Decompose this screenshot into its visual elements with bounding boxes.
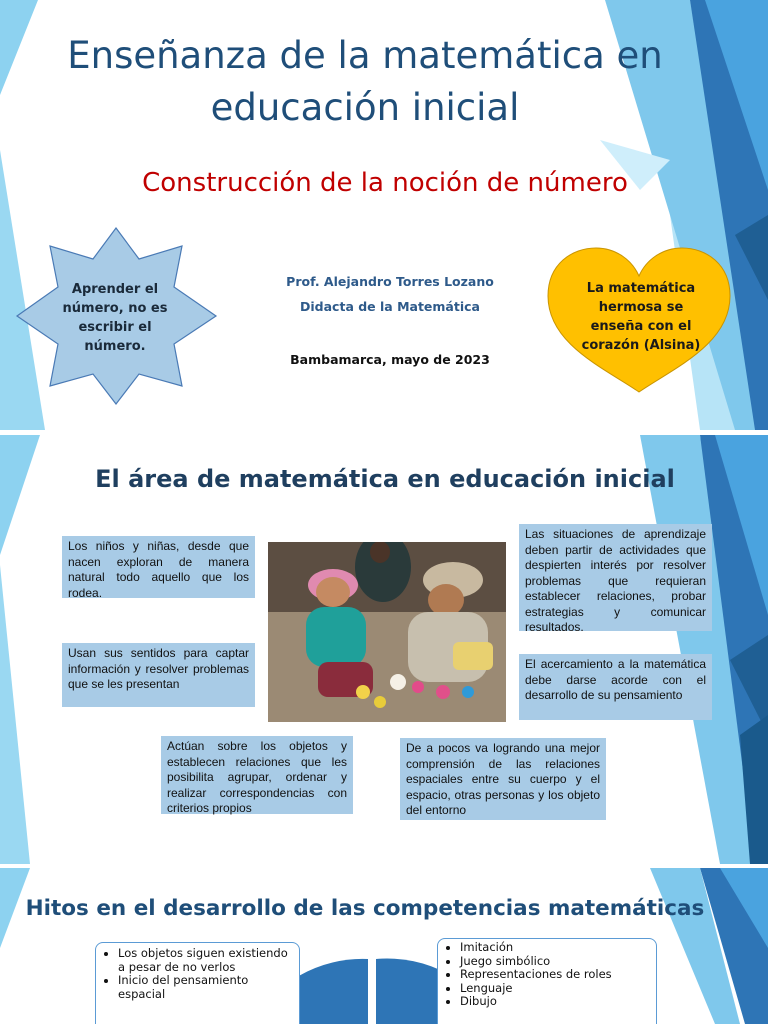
list-item: • Dibujo: [460, 995, 648, 1009]
info-box: Las situaciones de aprendizaje deben partir de actividades que despierten interés por resolver problemas que requieran establecer relaciones, probar estrategias y comunicar resultados.: [519, 524, 712, 631]
slide-title-heading: El área de matemática en educación inicial: [95, 465, 675, 493]
date-place: Bambamarca, mayo de 2023: [290, 352, 490, 367]
author-role: Didacta de la Matemática: [300, 299, 480, 314]
author-name: Prof. Alejandro Torres Lozano: [286, 274, 494, 289]
slide-area-matematica: [0, 435, 768, 864]
milestone-list-right: [437, 938, 657, 1024]
list-item: • Lenguaje: [460, 982, 648, 996]
children-photo: [268, 542, 506, 722]
slide-title-heading: Enseñanza de la matemática en educación inicial: [67, 34, 663, 129]
list-item: • Los objetos siguen existiendo a pesar de no verlos: [118, 947, 291, 974]
info-box: De a pocos va logrando una mejor comprensión de las relaciones espaciales entre su cuerpo y el espacio, otras personas y los objeto del entorno: [400, 738, 606, 820]
info-box: El acercamiento a la matemática debe darse acorde con el desarrollo de su pensamiento: [519, 654, 712, 720]
heart-quote: La matemática hermosa se enseña con el corazón (Alsina): [581, 281, 701, 353]
slide-hitos: [0, 868, 768, 1024]
list-item: • Representaciones de roles: [460, 968, 648, 982]
info-box: Actúan sobre los objetos y establecen relaciones que les posibilita agrupar, ordenar y realizar correspondencias con criterios propios: [161, 736, 353, 814]
list-item: • Inicio del pensamiento espacial: [118, 974, 291, 1001]
list-item: • Imitación: [460, 941, 648, 955]
list-item: • Juego simbólico: [460, 955, 648, 969]
slide-title-heading: Hitos en el desarrollo de las competencias matemáticas: [25, 896, 705, 921]
info-box: Los niños y niñas, desde que nacen exploran de manera natural todo aquello que los rodea.: [62, 536, 255, 598]
milestone-list-left: [95, 942, 300, 1024]
info-box: Usan sus sentidos para captar información y resolver problemas que se les presentan: [62, 643, 255, 707]
slide-subtitle: Construcción de la noción de número: [142, 168, 628, 198]
star-quote: Aprender el número, no es escribir el número.: [62, 282, 168, 354]
slide-title: [0, 0, 768, 430]
